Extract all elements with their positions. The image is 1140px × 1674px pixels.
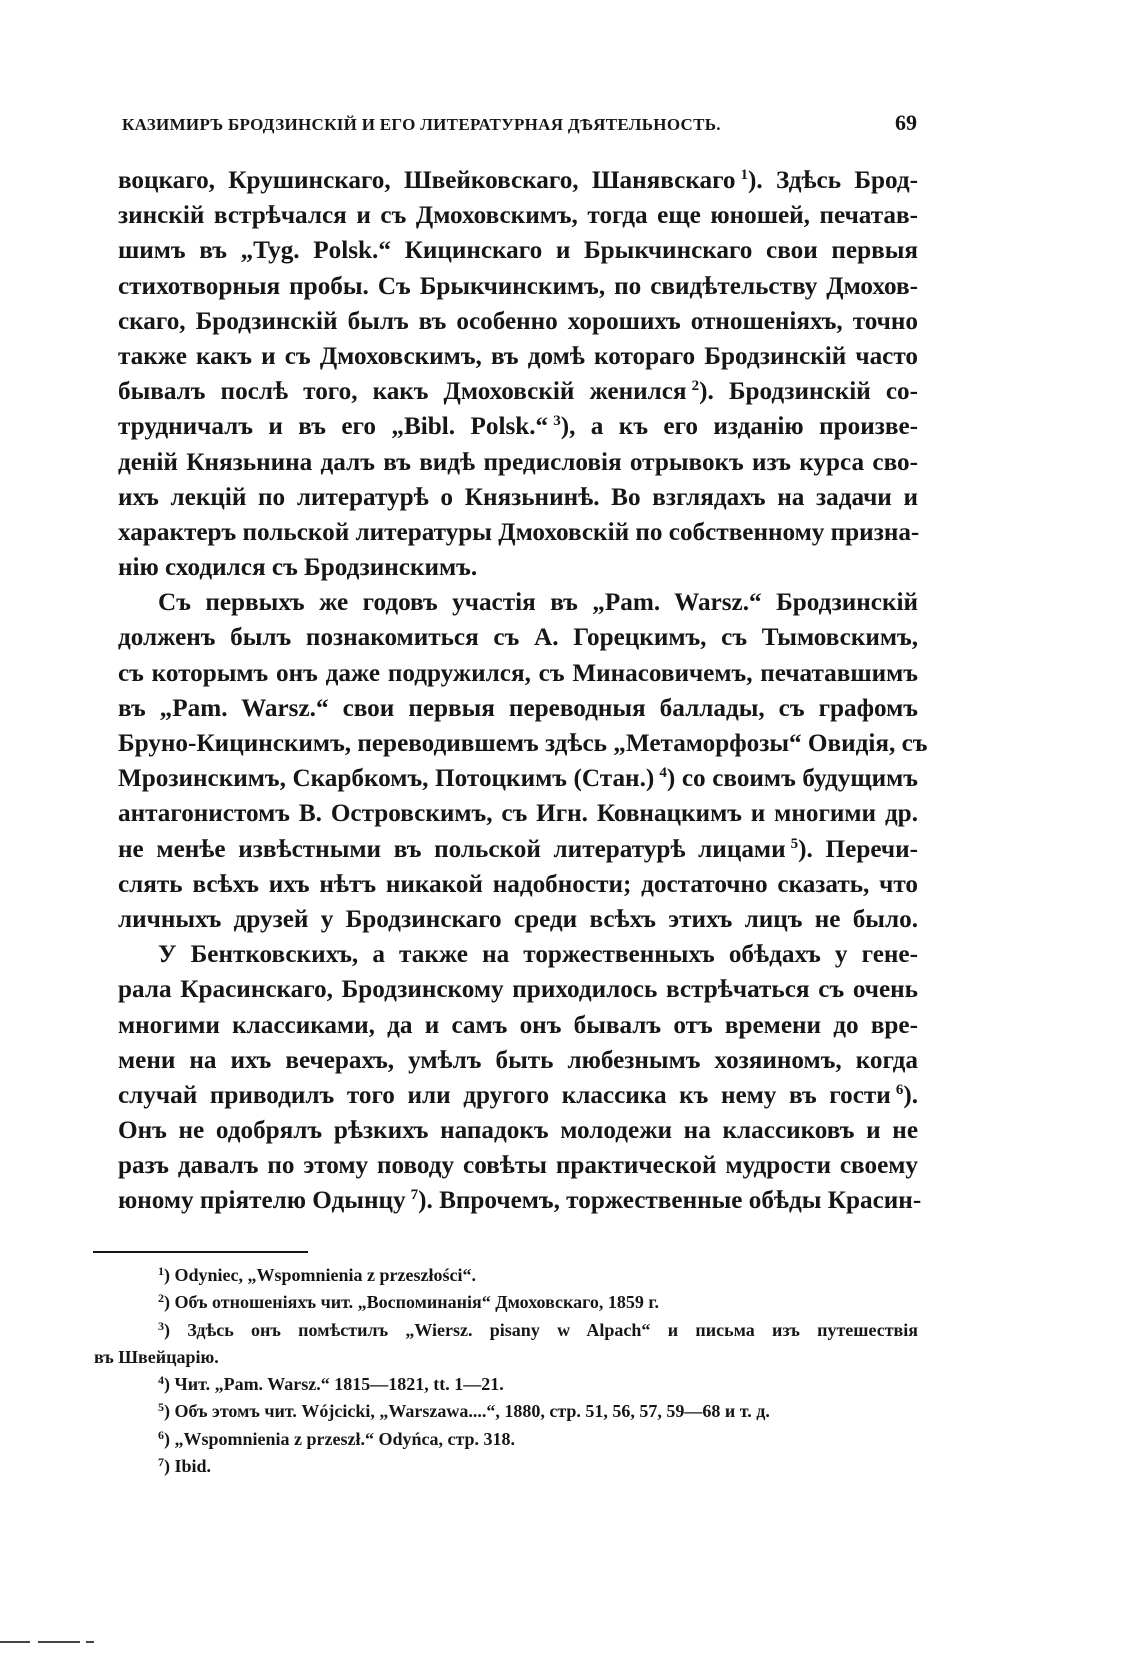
text-line: рала Красинскаго, Бродзинскому приходилось встрѣчаться съ очень bbox=[118, 976, 918, 1004]
footnote-ref: 6 bbox=[895, 1081, 904, 1098]
footnote: $^4$) Чит. „Pam. Warsz.“ 1815—1821, tt. 1—21. bbox=[158, 1373, 504, 1395]
text-line: съ которымъ онъ даже подружился, съ Минасовичемъ, печатавшимъ bbox=[118, 659, 918, 687]
footnote-ref: 7 bbox=[410, 1187, 419, 1204]
text-line: Бруно-Кицинскимъ, переводившемъ здѣсь „Метаморфозы“ Овидія, съ bbox=[118, 730, 928, 757]
text-line: слять всѣхъ ихъ нѣтъ никакой надобности; достаточно сказать, что bbox=[118, 870, 918, 898]
footnote-number: 5 bbox=[158, 1400, 164, 1415]
footnote-ref: 2 bbox=[691, 378, 700, 395]
footnote-number: 3 bbox=[158, 1318, 164, 1333]
footnote-number: 4 bbox=[158, 1373, 164, 1388]
text-line: Мрозинскимъ, Скарбкомъ, Потоцкимъ (Стан.) $^4$) со своимъ будущимъ bbox=[118, 765, 918, 793]
footnote-number: 2 bbox=[158, 1291, 164, 1306]
text-line: деній Князьнина далъ въ видѣ предисловія отрывокъ изъ курса сво- bbox=[118, 448, 918, 476]
footnote-ref: 5 bbox=[790, 835, 799, 852]
text-line: шимъ въ „Tyg. Polsk.“ Кицинскаго и Брыкчинскаго свои первыя bbox=[118, 237, 918, 265]
running-head bbox=[122, 110, 917, 136]
text-line: характеръ польской литературы Дмоховскій по собственному призна- bbox=[118, 518, 920, 546]
text-line: скаго, Бродзинскій былъ въ особенно хорошихъ отношеніяхъ, точно bbox=[118, 307, 918, 335]
text-line: стихотворныя пробы. Съ Брыкчинскимъ, по свидѣтельству Дмохов- bbox=[118, 272, 918, 300]
scan-artifact bbox=[86, 1641, 94, 1643]
footnote: $^3$) Здѣсь онъ помѣстилъ „Wiersz. pisany w Alpach“ и письма изъ путешествія bbox=[158, 1318, 918, 1340]
footnote: $^5$) Объ этомъ чит. Wójcicki, „Warszawa....“, 1880, стр. 51, 56, 57, 59—68 и т. д. bbox=[158, 1400, 770, 1422]
text-line: не менѣе извѣстными въ польской литературѣ лицами $^5$). Перечи- bbox=[118, 835, 918, 863]
text-line: многими классиками, да и самъ онъ бывалъ отъ времени до вре- bbox=[118, 1011, 918, 1039]
text-line: мени на ихъ вечерахъ, умѣлъ быть любезнымъ хозяиномъ, когда bbox=[118, 1046, 918, 1074]
text-line: Онъ не одобрялъ рѣзкихъ нападокъ молодежи на классиковъ и не bbox=[118, 1117, 918, 1145]
text-line: зинскій встрѣчался и съ Дмоховскимъ, тогда еще юношей, печатав- bbox=[118, 202, 918, 230]
page-number: 69 bbox=[895, 110, 917, 135]
body-text bbox=[118, 163, 928, 1219]
footnote-continuation: въ Швейцарію. bbox=[94, 1346, 219, 1367]
text-line: бывалъ послѣ того, какъ Дмоховскій женился $^2$). Бродзинскій со- bbox=[118, 378, 918, 406]
footnote: $^6$) „Wspomnienia z przeszł.“ Odyńca, стр. 318. bbox=[158, 1427, 516, 1449]
text-line: въ „Pam. Warsz.“ свои первыя переводныя баллады, съ графомъ bbox=[118, 694, 918, 722]
footnote-number: 1 bbox=[158, 1264, 164, 1278]
footnote: $^7$) Ibid. bbox=[158, 1455, 212, 1477]
footnotes bbox=[94, 1262, 918, 1480]
footnote-ref: 1 bbox=[740, 167, 749, 183]
text-line: личныхъ друзей у Бродзинскаго среди всѣхъ этихъ лицъ не было. bbox=[118, 905, 918, 933]
footnote: $^1$) Odyniec, „Wspomnienia z przeszłości“. bbox=[158, 1264, 476, 1285]
text-line: ихъ лекцій по литературѣ о Князьнинѣ. Во взглядахъ на задачи и bbox=[118, 483, 918, 511]
text-line: Съ первыхъ же годовъ участія въ „Pam. Warsz.“ Бродзинскій bbox=[158, 589, 918, 617]
running-title: КАЗИМИРЪ БРОДЗИНСКІЙ И ЕГО ЛИТЕРАТУРНАЯ ДѢЯТЕЛЬНОСТЬ. bbox=[122, 115, 721, 134]
footnote-number: 7 bbox=[158, 1455, 164, 1470]
text-line: трудничалъ и въ его „Bibl. Polsk.“ $^3$), а къ его изданію произве- bbox=[118, 413, 919, 441]
text-line: случай приводилъ того или другого классика къ нему въ гости $^6$). bbox=[118, 1081, 918, 1109]
text-line: разъ давалъ по этому поводу совѣты практической мудрости своему bbox=[118, 1152, 918, 1180]
text-line: воцкаго, Крушинскаго, Швейковскаго, Шанявскаго $^1$). Здѣсь Брод- bbox=[118, 167, 918, 194]
footnote-ref: 4 bbox=[659, 765, 667, 782]
footnote-number: 6 bbox=[158, 1427, 164, 1442]
text-line: также какъ и съ Дмоховскимъ, въ домѣ котораго Бродзинскій часто bbox=[118, 342, 918, 370]
footnote-separator bbox=[93, 1251, 308, 1253]
scan-artifact bbox=[38, 1641, 80, 1643]
text-line: У Бентковскихъ, а также на торжественныхъ обѣдахъ у гене- bbox=[158, 941, 918, 969]
text-line: долженъ былъ познакомиться съ А. Горецкимъ, съ Тымовскимъ, bbox=[118, 624, 918, 652]
footnote: $^2$) Объ отношеніяхъ чит. „Воспоминанія“ Дмоховскаго, 1859 г. bbox=[158, 1291, 659, 1313]
text-line: юному пріятелю Одынцу $^7$). Впрочемъ, торжественные обѣды Красин- bbox=[118, 1187, 922, 1215]
text-line: антагонистомъ В. Островскимъ, съ Игн. Ковнацкимъ и многими др. bbox=[118, 800, 918, 828]
scan-artifact bbox=[0, 1641, 30, 1643]
footnote-ref: 3 bbox=[553, 413, 561, 430]
text-line: нію сходился съ Бродзинскимъ. bbox=[118, 554, 478, 582]
